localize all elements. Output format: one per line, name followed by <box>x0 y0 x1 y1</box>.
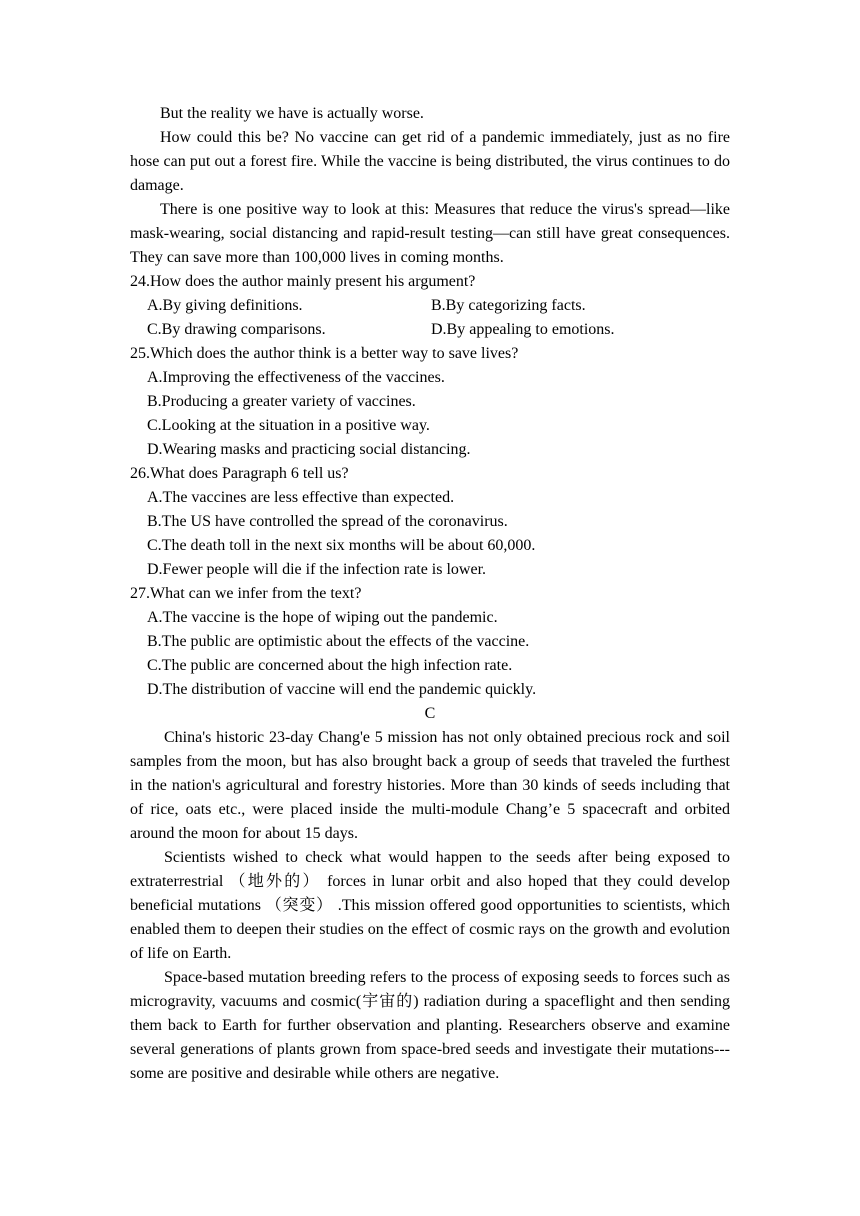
section-heading: C <box>424 705 436 722</box>
paragraph: How could this be? No vaccine can get rid of a pandemic immediately, just as no fire hose can put out a forest fire. While the vaccine is being distributed, the virus continues to do damage. <box>130 129 730 194</box>
document-page <box>130 102 730 1086</box>
question-25 <box>130 342 730 462</box>
option-a: A.Improving the effectiveness of the vaccines. <box>147 369 445 386</box>
question-stem: 27.What can we infer from the text? <box>130 585 362 602</box>
question-stem: 26.What does Paragraph 6 tell us? <box>130 465 349 482</box>
paragraph: Space-based mutation breeding refers to the process of exposing seeds to forces such as microgravity, vacuums and cosmic(宇宙的) radiation during a spaceflight and then sending them back to Earth for further observation and planting. Researchers observe and examine several generations of plants grown from space-bred seeds and investigate their mutations---some are positive and desirable while others are negative. <box>130 969 730 1082</box>
option-a: A.The vaccine is the hope of wiping out the pandemic. <box>147 609 498 626</box>
option-d: D.Wearing masks and practicing social distancing. <box>147 441 471 458</box>
paragraph: Scientists wished to check what would happen to the seeds after being exposed to extraterrestrial （地外的） forces in lunar orbit and also hoped that they could develop beneficial mutations （突变） .This mission offered good opportunities to scientists, which enabled them to deepen their studies on the effect of cosmic rays on the growth and evolution of life on Earth. <box>130 849 730 962</box>
option-c: C.The death toll in the next six months will be about 60,000. <box>147 537 536 554</box>
question-24 <box>130 270 730 342</box>
option-a: A.By giving definitions. <box>147 297 303 314</box>
option-a: A.The vaccines are less effective than expected. <box>147 489 455 506</box>
question-stem: 24.How does the author mainly present his argument? <box>130 273 476 290</box>
option-c: C.By drawing comparisons. <box>147 321 326 338</box>
question-26 <box>130 462 730 582</box>
option-d: D.The distribution of vaccine will end the pandemic quickly. <box>147 681 537 698</box>
option-b: B.The public are optimistic about the effects of the vaccine. <box>147 633 530 650</box>
paragraph: China's historic 23-day Chang'e 5 mission has not only obtained precious rock and soil samples from the moon, but has also brought back a group of seeds that traveled the furthest in the nation's agricultural and forestry histories. More than 30 kinds of seeds including that of rice, oats etc., were placed inside the multi-module Chang’e 5 spacecraft and orbited around the moon for about 15 days. <box>130 729 730 842</box>
option-c: C.The public are concerned about the high infection rate. <box>147 657 513 674</box>
option-d: D.By appealing to emotions. <box>431 321 615 338</box>
question-stem: 25.Which does the author think is a better way to save lives? <box>130 345 519 362</box>
option-d: D.Fewer people will die if the infection rate is lower. <box>147 561 487 578</box>
option-b: B.By categorizing facts. <box>431 297 586 314</box>
question-27 <box>130 582 730 702</box>
paragraph: But the reality we have is actually worse. <box>160 105 424 122</box>
option-row <box>147 318 730 342</box>
option-row <box>147 294 730 318</box>
option-c: C.Looking at the situation in a positive way. <box>147 417 430 434</box>
option-b: B.Producing a greater variety of vaccines. <box>147 393 416 410</box>
option-b: B.The US have controlled the spread of the coronavirus. <box>147 513 508 530</box>
paragraph: There is one positive way to look at this: Measures that reduce the virus's spread—like mask-wearing, social distancing and rapid-result testing—can still have great consequences. They can save more than 100,000 lives in coming months. <box>130 201 730 266</box>
